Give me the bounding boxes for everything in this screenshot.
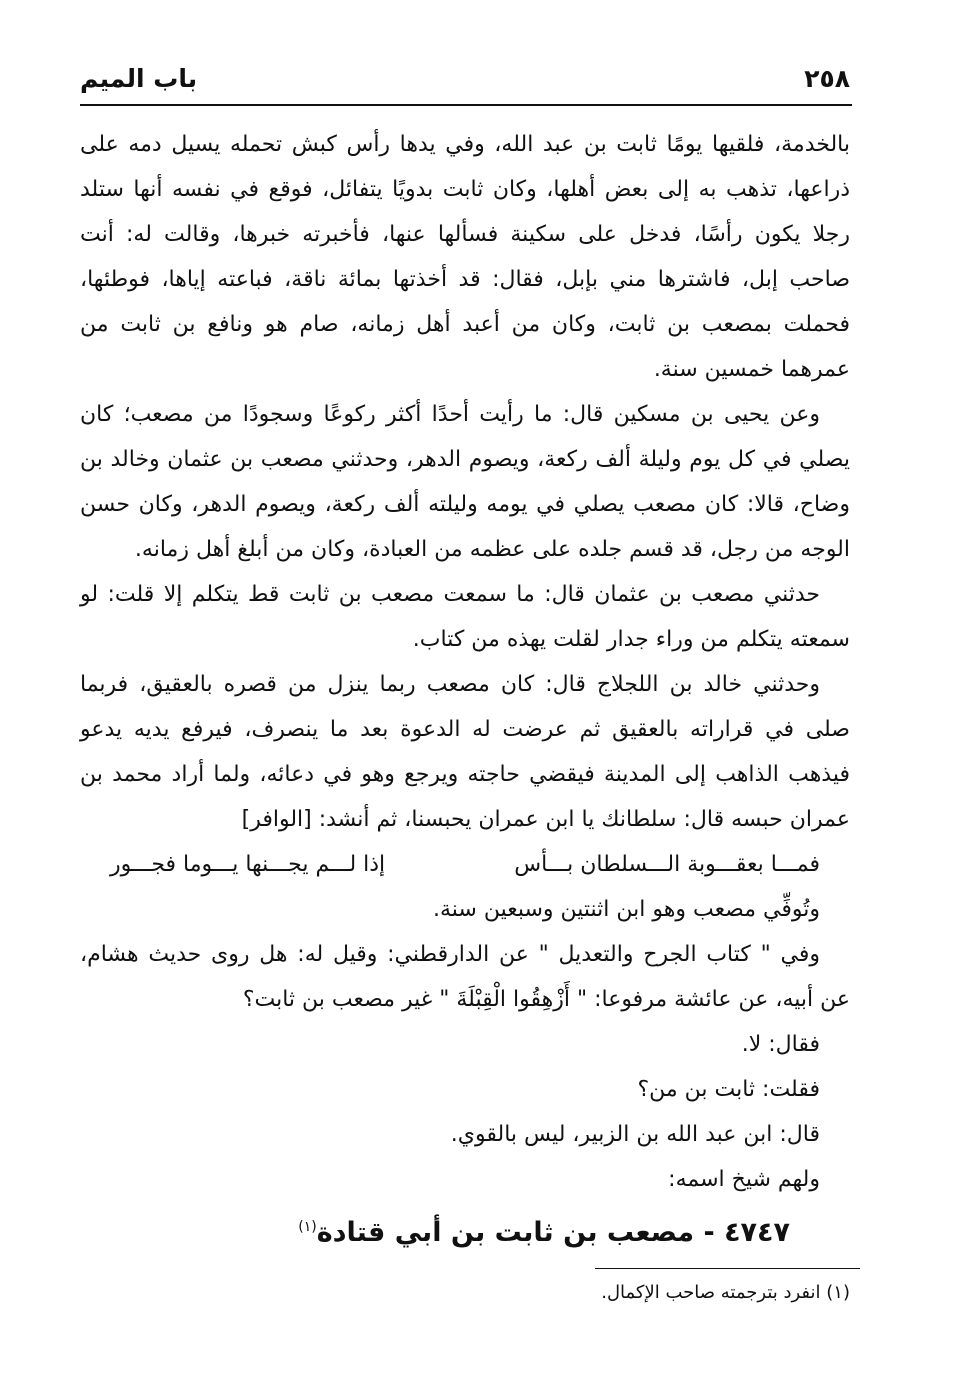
paragraph: بالخدمة، فلقيها يومًا ثابت بن عبد الله، وفي يدها رأس كبش تحمله يسيل دمه على ذراعها، تذهب به إلى بعض أهلها، وكان ثابت بدويًا يتفائل، فوقع في نفسه أنها ستلد رجلا يكون رأسًا، فدخل على سكينة فسألها عنها، فأخبرته خبرها، وقالت له: أنت صاحب إبل، فاشترها مني بإبل، فقال: قد أخذتها بمائة ناقة، فباعته إياها، فوطئها، فحملت بمصعب بن ثابت، وكان من أعبد أهل زمانه، صام هو ونافع بن ثابت من عمرهما خمسين سنة. bbox=[80, 132, 850, 382]
paragraph: وحدثني خالد بن اللجلاج قال: كان مصعب ربما ينزل من قصره بالعقيق، فربما صلى في قراراته بالعقيق ثم عرضت له الدعوة بعد ما ينصرف، فيرفع يديه يدعو فيذهب الذاهب إلى المدينة فيقضي حاجته ويرجع وهو في دعائه، ولما أراد محمد بن عمران حبسه قال: سلطانك يا ابن عمران يحبسنا، ثم أنشد: [الوافر] bbox=[80, 672, 850, 832]
page-number: ٢٥٨ bbox=[804, 64, 850, 93]
footnote: (١) انفرد بترجمته صاحب الإكمال. bbox=[601, 1282, 850, 1303]
verse-second-hemistich: إذا لـــم يجـــنها يـــوما فجـــور bbox=[110, 852, 386, 877]
footnote-divider bbox=[595, 1268, 860, 1269]
entry-heading bbox=[80, 1202, 850, 1258]
main-text bbox=[80, 122, 850, 1258]
poem-verse bbox=[80, 842, 850, 887]
paragraph: فقال: لا. bbox=[741, 1032, 820, 1057]
entry-heading-text: ٤٧٤٧ - مصعب بن ثابت بن أبي قتادة bbox=[316, 1217, 790, 1248]
paragraph: وفي " كتاب الجرح والتعديل " عن الدارقطني: وقيل له: هل روى حديث هشام، عن أبيه، عن عائشة مرفوعا: " أَزْهِقُوا الْقِبْلَةَ " غير مصعب بن ثابت؟ bbox=[80, 942, 850, 1012]
page-header bbox=[80, 62, 850, 102]
chapter-title: باب الميم bbox=[80, 64, 198, 93]
footnote-marker: (١) bbox=[298, 1219, 317, 1235]
paragraph: وعن يحيى بن مسكين قال: ما رأيت أحدًا أكثر ركوعًا وسجودًا من مصعب؛ كان يصلي في كل يوم وليلة ألف ركعة، ويصوم الدهر، وحدثني مصعب بن عثمان وخالد بن وضاح، قالا: كان مصعب يصلي في يومه وليلته ألف ركعة، ويصوم الدهر، وكان حسن الوجه من رجل، قد قسم جلده على عظمه من العبادة، وكان من أبلغ أهل زمانه. bbox=[80, 402, 850, 562]
verse-first-hemistich: فمـــا بعقـــوبة الـــسلطان بـــأس bbox=[514, 852, 820, 877]
paragraph: قال: ابن عبد الله بن الزبير، ليس بالقوي. bbox=[450, 1122, 820, 1147]
paragraph: فقلت: ثابت بن من؟ bbox=[637, 1077, 820, 1102]
header-divider bbox=[80, 104, 852, 106]
paragraph: ولهم شيخ اسمه: bbox=[668, 1167, 820, 1192]
paragraph: حدثني مصعب بن عثمان قال: ما سمعت مصعب بن ثابت قط يتكلم إلا قلت: لو سمعته يتكلم من وراء جدار لقلت يهذه من كتاب. bbox=[80, 582, 850, 652]
paragraph: وتُوفِّي مصعب وهو ابن اثنتين وسبعين سنة. bbox=[432, 897, 820, 922]
